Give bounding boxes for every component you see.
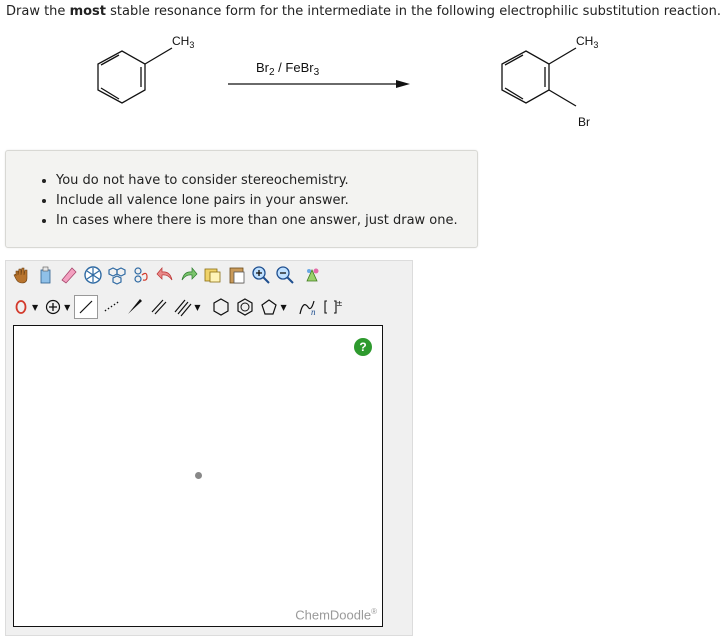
instructions-list: [6, 171, 458, 231]
triple-bond-icon[interactable]: [172, 296, 194, 318]
zoom-out-icon[interactable]: [274, 264, 296, 286]
instruction-item: • You do not have to consider stereochemistry.: [56, 171, 458, 191]
chevron-down-icon[interactable]: ▼: [64, 302, 71, 312]
clean-icon[interactable]: [302, 264, 324, 286]
lasso-icon[interactable]: [130, 264, 152, 286]
drawing-canvas[interactable]: [13, 325, 383, 627]
instruction-item: • Include all valence lone pairs in your answer.: [56, 191, 458, 211]
zoom-in-icon[interactable]: [250, 264, 272, 286]
product-br-label: Br: [578, 115, 590, 129]
clear-icon[interactable]: [58, 264, 80, 286]
wedge-bond-icon[interactable]: [124, 296, 146, 318]
undo-icon[interactable]: [154, 264, 176, 286]
canvas-center-marker: [195, 472, 202, 479]
eraser-icon[interactable]: [34, 264, 56, 286]
charge-icon[interactable]: [42, 296, 64, 318]
chevron-down-icon[interactable]: ▼: [280, 302, 287, 312]
product-ch3-label: $CH_3$: [576, 34, 599, 50]
redo-icon[interactable]: [178, 264, 200, 286]
brand-label: ChemDoodle: [295, 607, 372, 622]
copy-icon[interactable]: [202, 264, 224, 286]
instructions-box: [5, 150, 478, 248]
toolbar-row-2: [10, 294, 345, 320]
question-prefix: Draw the: [6, 4, 70, 19]
svg-text:n: n: [310, 307, 316, 317]
question-suffix: stable resonance form for the intermediate in the following electrophilic substitution reaction.: [106, 4, 721, 19]
benzene-icon[interactable]: [234, 296, 256, 318]
paste-icon[interactable]: [226, 264, 248, 286]
chevron-down-icon[interactable]: ▼: [194, 302, 201, 312]
instruction-item: • In cases where there is more than one answer, just draw one.: [56, 211, 458, 231]
bracket-icon[interactable]: [321, 296, 343, 318]
chemdoodle-editor: [5, 260, 413, 636]
brand-mark: ®: [371, 606, 377, 616]
reaction-svg: [0, 30, 725, 145]
lone-pair-icon[interactable]: [10, 296, 32, 318]
chevron-down-icon[interactable]: ▼: [32, 302, 39, 312]
chain-icon[interactable]: [297, 296, 319, 318]
ring-icon[interactable]: [106, 264, 128, 286]
reactant-molecule: [98, 48, 172, 103]
question-emphasis: most: [69, 4, 106, 19]
reagent-label: $Br_2$ / FeBr$_3$: [256, 60, 320, 78]
template-icon[interactable]: [82, 264, 104, 286]
toolbar-row-1: [10, 262, 326, 288]
hand-icon[interactable]: [10, 264, 32, 286]
pentagon-icon[interactable]: [258, 296, 280, 318]
hexagon-icon[interactable]: [210, 296, 232, 318]
single-bond-icon[interactable]: [74, 295, 98, 319]
help-button[interactable]: ?: [354, 338, 372, 356]
reaction-scheme: [0, 30, 725, 145]
reaction-arrow: [228, 80, 410, 88]
product-molecule: [502, 48, 576, 106]
question-text: [6, 4, 721, 19]
svg-text:±: ±: [335, 299, 343, 308]
dashed-bond-icon[interactable]: [100, 296, 122, 318]
reactant-ch3-label: $CH_3$: [172, 34, 195, 50]
chemdoodle-brand: [295, 607, 377, 622]
double-bond-icon[interactable]: [148, 296, 170, 318]
